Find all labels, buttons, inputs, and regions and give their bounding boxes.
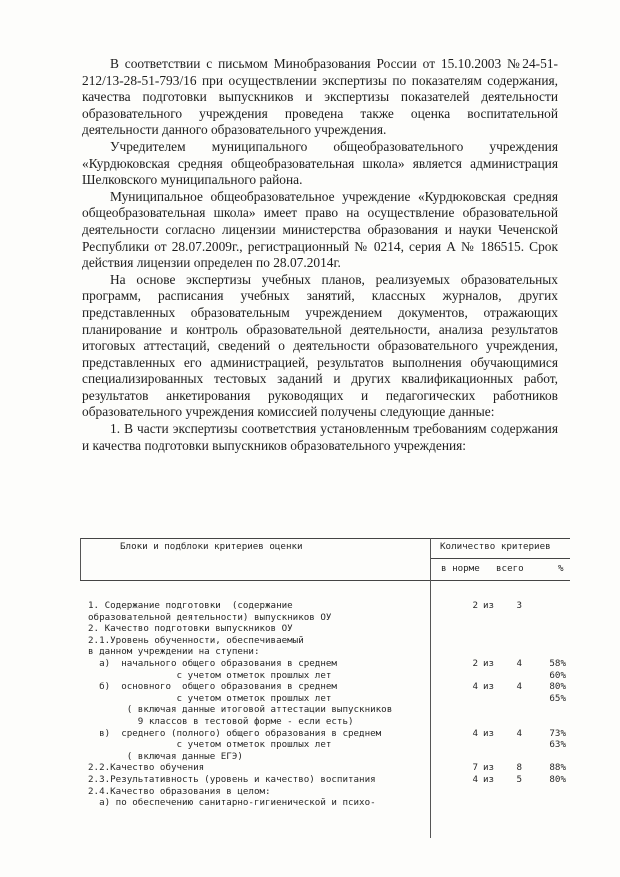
row-label: 2.3.Результативность (уровень и качество) воспитания	[88, 774, 376, 785]
paragraph-1: В соответствии с письмом Минобразования России от 15.10.2003 №24-51-212/13-28-51-793/16 при осуществлении экспертизы по показателям содержания, качества подготовки выпускников и экспертизы показателей деятельности образовательного учреждения проведена также оценка воспитательной деятельности данного образовательного учреждения.	[82, 56, 558, 138]
row-in-norm: 4	[472, 681, 478, 693]
table-left-border	[80, 538, 81, 580]
header-criteria-blocks: Блоки и подблоки критериев оценки	[120, 541, 303, 552]
row-label: в данном учреждении на ступени:	[88, 646, 260, 658]
table-row	[80, 670, 570, 682]
table-row	[80, 797, 570, 809]
row-label: 2. Качество подготовки выпускников ОУ	[88, 623, 293, 635]
row-percent: 80%	[549, 774, 566, 785]
row-percent: 73%	[549, 727, 566, 739]
table-row	[80, 762, 570, 774]
row-percent: 63%	[549, 739, 566, 751]
table-row	[80, 658, 570, 670]
table-row	[80, 786, 570, 798]
table-row	[80, 600, 570, 612]
row-percent: 65%	[549, 692, 566, 704]
row-label: ( включая данные итоговой аттестации выпускников	[88, 704, 393, 716]
paragraph-4: На основе экспертизы учебных планов, реализуемых образовательных программ, расписания учебных занятий, классных журналов, других представленных образовательным учреждением документов, отражающих планирование и контроль образовательной деятельности, анализа результатов итоговых аттестаций, сведений о деятельности образовательного учреждения, представленных его администрацией, результатов выполнения обучающимися специализированных тестовых заданий и других квалификационных работ, результатов анкетирования руководящих и педагогических работников образовательного учреждения комиссией получены следующие данные:	[82, 271, 558, 420]
row-label: а) начального общего образования в среднем	[88, 658, 337, 669]
header-in-norm: в норме	[441, 563, 480, 574]
document-body	[82, 56, 558, 454]
row-in-norm: 4	[472, 727, 478, 739]
row-percent: 88%	[549, 762, 566, 774]
row-of: из	[483, 774, 495, 785]
table-row	[80, 716, 570, 728]
row-label: 9 классов в тестовой форме - если есть)	[88, 716, 354, 727]
row-label: б) основного общего образования в среднем	[88, 681, 337, 693]
row-in-norm: 2	[472, 658, 478, 669]
row-label: с учетом отметок прошлых лет	[88, 692, 332, 704]
row-label: с учетом отметок прошлых лет	[88, 739, 332, 751]
table-top-border	[80, 538, 570, 539]
row-label: а) по обеспечению санитарно-гигиенической и психо-	[88, 797, 376, 809]
row-of: из	[483, 727, 495, 739]
row-total: 5	[516, 774, 522, 785]
table-row	[80, 774, 570, 786]
row-percent: 80%	[549, 681, 566, 693]
row-label: с учетом отметок прошлых лет	[88, 669, 332, 681]
table-row	[80, 693, 570, 705]
row-in-norm: 7	[472, 762, 478, 774]
table-row	[80, 751, 570, 763]
header-criteria-count: Количество критериев	[440, 541, 551, 552]
table-row	[80, 635, 570, 647]
table-header-divider	[430, 558, 570, 559]
row-total: 8	[516, 762, 522, 774]
table-row	[80, 646, 570, 658]
row-total: 4	[516, 658, 522, 669]
row-percent: 60%	[549, 669, 566, 681]
paragraph-3: Муниципальное общеобразовательное учреждение «Курдюковская средняя общеобразовательная школа» имеет право на осуществление образовательной деятельности согласно лицензии министерства образования и науки Чеченской Республики от 28.07.2009г., регистрационный № 0214, серия А № 186515. Срок действия лицензии определен по 28.07.2014г.	[82, 188, 558, 271]
row-of: из	[483, 600, 495, 611]
paragraph-5: 1. В части экспертизы соответствия установленным требованиям содержания и качества подготовки выпускников образовательного учреждения:	[82, 421, 558, 453]
table-row	[80, 681, 570, 693]
row-label: 2.4.Качество образования в целом:	[88, 785, 271, 797]
row-total: 4	[516, 681, 522, 693]
row-label: ( включая данные ЕГЭ)	[88, 750, 243, 762]
row-of: из	[483, 681, 495, 693]
table-header-bottom-border	[80, 580, 570, 581]
header-percent: %	[558, 563, 564, 574]
row-label: образовательной деятельности) выпускников ОУ	[88, 611, 332, 623]
table-row	[80, 739, 570, 751]
row-of: из	[483, 658, 495, 669]
row-label: 2.2.Качество обучения	[88, 762, 205, 774]
row-total: 3	[516, 600, 522, 611]
row-of: из	[483, 762, 495, 774]
table-row	[80, 623, 570, 635]
row-total: 4	[516, 727, 522, 739]
row-in-norm: 4	[472, 774, 478, 785]
header-total: всего	[496, 563, 524, 574]
row-label: в) среднего (полного) общего образования в среднем	[88, 727, 382, 739]
row-label: 1. Содержание подготовки (содержание	[88, 600, 293, 611]
table-row	[80, 704, 570, 716]
row-label: 2.1.Уровень обученности, обеспечиваемый	[88, 634, 304, 646]
table-row	[80, 728, 570, 740]
paragraph-2: Учредителем муниципального общеобразовательного учреждения «Курдюковская средняя общеобразовательная школа» является администрация Шелковского муниципального района.	[82, 138, 558, 188]
table-row	[80, 612, 570, 624]
row-in-norm: 2	[472, 600, 478, 611]
row-percent: 58%	[549, 658, 566, 669]
